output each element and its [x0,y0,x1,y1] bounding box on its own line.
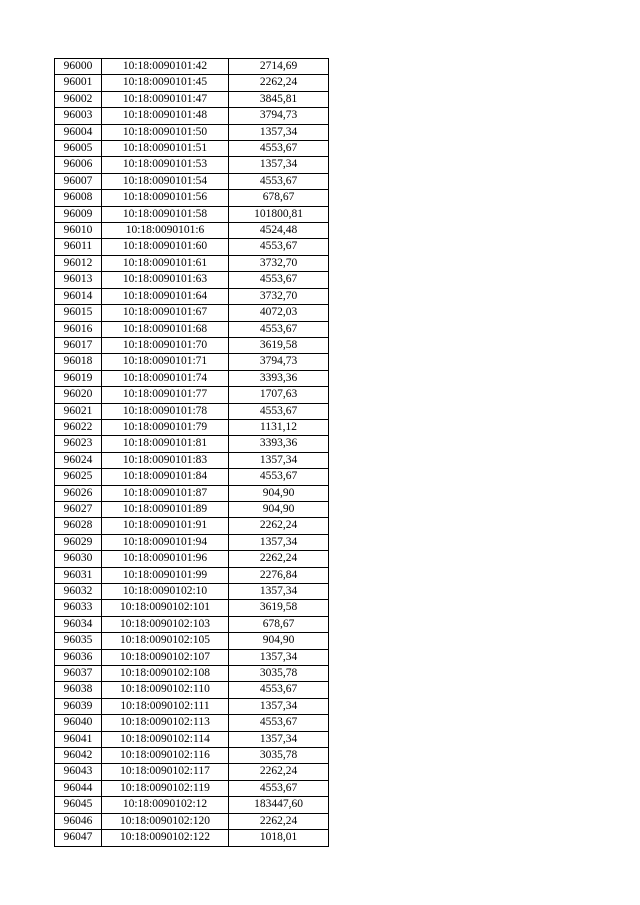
cadastral-number-cell: 10:18:0090102:120 [102,813,229,829]
value-cell: 4553,67 [229,173,329,189]
cadastral-number-cell: 10:18:0090101:42 [102,59,229,75]
table-row [55,305,329,321]
table-row [55,731,329,747]
table-row [55,239,329,255]
row-id-cell: 96029 [55,534,102,550]
cadastral-number-cell: 10:18:0090101:64 [102,288,229,304]
row-id-cell: 96045 [55,797,102,813]
row-id-cell: 96000 [55,59,102,75]
row-id-cell: 96005 [55,141,102,157]
cadastral-number-cell: 10:18:0090102:105 [102,633,229,649]
value-cell: 1018,01 [229,830,329,846]
table-row [55,633,329,649]
cadastral-number-cell: 10:18:0090101:94 [102,534,229,550]
cadastral-number-cell: 10:18:0090101:67 [102,305,229,321]
table-row [55,387,329,403]
row-id-cell: 96043 [55,764,102,780]
table-row [55,272,329,288]
value-cell: 1357,34 [229,452,329,468]
cadastral-number-cell: 10:18:0090101:99 [102,567,229,583]
table-row [55,666,329,682]
row-id-cell: 96024 [55,452,102,468]
row-id-cell: 96010 [55,223,102,239]
row-id-cell: 96046 [55,813,102,829]
value-cell: 3619,58 [229,337,329,353]
value-cell: 101800,81 [229,206,329,222]
value-cell: 4553,67 [229,682,329,698]
table-row [55,354,329,370]
row-id-cell: 96001 [55,75,102,91]
table-body [55,59,329,847]
value-cell: 4553,67 [229,272,329,288]
row-id-cell: 96038 [55,682,102,698]
table-row [55,124,329,140]
cadastral-number-cell: 10:18:0090101:84 [102,469,229,485]
row-id-cell: 96025 [55,469,102,485]
row-id-cell: 96020 [55,387,102,403]
value-cell: 4553,67 [229,715,329,731]
table-row [55,682,329,698]
cadastral-number-cell: 10:18:0090101:51 [102,141,229,157]
row-id-cell: 96033 [55,600,102,616]
cadastral-number-cell: 10:18:0090102:113 [102,715,229,731]
cadastral-number-cell: 10:18:0090102:114 [102,731,229,747]
row-id-cell: 96011 [55,239,102,255]
cadastral-number-cell: 10:18:0090101:87 [102,485,229,501]
value-cell: 2262,24 [229,813,329,829]
cadastral-number-cell: 10:18:0090101:68 [102,321,229,337]
value-cell: 4553,67 [229,403,329,419]
cadastral-number-cell: 10:18:0090101:56 [102,190,229,206]
table-row [55,436,329,452]
cadastral-number-cell: 10:18:0090101:60 [102,239,229,255]
row-id-cell: 96031 [55,567,102,583]
row-id-cell: 96002 [55,91,102,107]
row-id-cell: 96003 [55,108,102,124]
cadastral-number-cell: 10:18:0090101:81 [102,436,229,452]
row-id-cell: 96027 [55,501,102,517]
value-cell: 3035,78 [229,666,329,682]
table-row [55,419,329,435]
table-row [55,321,329,337]
table-row [55,830,329,846]
row-id-cell: 96013 [55,272,102,288]
value-cell: 1357,34 [229,157,329,173]
cadastral-number-cell: 10:18:0090101:45 [102,75,229,91]
table-row [55,141,329,157]
cadastral-number-cell: 10:18:0090101:47 [102,91,229,107]
table-row [55,616,329,632]
value-cell: 904,90 [229,485,329,501]
table-row [55,452,329,468]
table-row [55,337,329,353]
cadastral-number-cell: 10:18:0090102:116 [102,748,229,764]
value-cell: 4553,67 [229,469,329,485]
table-row [55,403,329,419]
cadastral-number-cell: 10:18:0090102:101 [102,600,229,616]
table-row [55,190,329,206]
table-row [55,255,329,271]
value-cell: 1707,63 [229,387,329,403]
value-cell: 1357,34 [229,534,329,550]
table-row [55,206,329,222]
cadastral-number-cell: 10:18:0090101:58 [102,206,229,222]
cadastral-number-cell: 10:18:0090101:78 [102,403,229,419]
row-id-cell: 96034 [55,616,102,632]
value-cell: 4072,03 [229,305,329,321]
cadastral-number-cell: 10:18:0090101:63 [102,272,229,288]
table-row [55,223,329,239]
value-cell: 3794,73 [229,354,329,370]
value-cell: 3732,70 [229,255,329,271]
table-row [55,764,329,780]
row-id-cell: 96032 [55,584,102,600]
table-row [55,469,329,485]
row-id-cell: 96018 [55,354,102,370]
table-row [55,649,329,665]
row-id-cell: 96023 [55,436,102,452]
row-id-cell: 96014 [55,288,102,304]
cadastral-number-cell: 10:18:0090101:96 [102,551,229,567]
value-cell: 4553,67 [229,780,329,796]
cadastral-number-cell: 10:18:0090101:53 [102,157,229,173]
value-cell: 2262,24 [229,764,329,780]
table-row [55,748,329,764]
value-cell: 3035,78 [229,748,329,764]
cadastral-number-cell: 10:18:0090101:61 [102,255,229,271]
table-row [55,518,329,534]
value-cell: 1357,34 [229,731,329,747]
row-id-cell: 96040 [55,715,102,731]
value-cell: 904,90 [229,633,329,649]
row-id-cell: 96047 [55,830,102,846]
cadastral-number-cell: 10:18:0090101:89 [102,501,229,517]
value-cell: 1357,34 [229,649,329,665]
table-row [55,584,329,600]
row-id-cell: 96012 [55,255,102,271]
table-row [55,173,329,189]
table-row [55,75,329,91]
row-id-cell: 96039 [55,698,102,714]
cadastral-number-cell: 10:18:0090101:71 [102,354,229,370]
cadastral-number-cell: 10:18:0090102:12 [102,797,229,813]
table-row [55,485,329,501]
cadastral-number-cell: 10:18:0090102:110 [102,682,229,698]
cadastral-number-cell: 10:18:0090101:50 [102,124,229,140]
table-row [55,780,329,796]
table-row [55,698,329,714]
value-cell: 1131,12 [229,419,329,435]
row-id-cell: 96006 [55,157,102,173]
cadastral-number-cell: 10:18:0090102:119 [102,780,229,796]
row-id-cell: 96016 [55,321,102,337]
row-id-cell: 96035 [55,633,102,649]
table-row [55,600,329,616]
value-cell: 4553,67 [229,239,329,255]
table-row [55,288,329,304]
value-cell: 2276,84 [229,567,329,583]
cadastral-number-cell: 10:18:0090102:103 [102,616,229,632]
table-row [55,157,329,173]
value-cell: 904,90 [229,501,329,517]
table-row [55,551,329,567]
row-id-cell: 96044 [55,780,102,796]
row-id-cell: 96041 [55,731,102,747]
value-cell: 2262,24 [229,518,329,534]
cadastral-number-cell: 10:18:0090101:77 [102,387,229,403]
value-cell: 3393,36 [229,436,329,452]
value-cell: 1357,34 [229,124,329,140]
table-row [55,813,329,829]
cadastral-number-cell: 10:18:0090102:111 [102,698,229,714]
value-cell: 4524,48 [229,223,329,239]
row-id-cell: 96036 [55,649,102,665]
row-id-cell: 96028 [55,518,102,534]
value-cell: 183447,60 [229,797,329,813]
cadastral-table [54,58,329,847]
table-row [55,370,329,386]
cadastral-number-cell: 10:18:0090101:6 [102,223,229,239]
cadastral-number-cell: 10:18:0090102:107 [102,649,229,665]
row-id-cell: 96009 [55,206,102,222]
row-id-cell: 96021 [55,403,102,419]
cadastral-number-cell: 10:18:0090101:70 [102,337,229,353]
cadastral-number-cell: 10:18:0090101:91 [102,518,229,534]
row-id-cell: 96042 [55,748,102,764]
value-cell: 3619,58 [229,600,329,616]
cadastral-number-cell: 10:18:0090101:74 [102,370,229,386]
value-cell: 4553,67 [229,141,329,157]
value-cell: 2262,24 [229,551,329,567]
table-row [55,108,329,124]
cadastral-number-cell: 10:18:0090101:79 [102,419,229,435]
table-row [55,715,329,731]
cadastral-number-cell: 10:18:0090102:10 [102,584,229,600]
cadastral-number-cell: 10:18:0090102:122 [102,830,229,846]
value-cell: 3732,70 [229,288,329,304]
row-id-cell: 96004 [55,124,102,140]
cadastral-number-cell: 10:18:0090101:54 [102,173,229,189]
table-row [55,91,329,107]
table-row [55,797,329,813]
value-cell: 3393,36 [229,370,329,386]
value-cell: 2714,69 [229,59,329,75]
row-id-cell: 96007 [55,173,102,189]
value-cell: 4553,67 [229,321,329,337]
value-cell: 1357,34 [229,584,329,600]
table-row [55,501,329,517]
row-id-cell: 96008 [55,190,102,206]
value-cell: 678,67 [229,190,329,206]
value-cell: 3794,73 [229,108,329,124]
table-row [55,567,329,583]
cadastral-number-cell: 10:18:0090101:83 [102,452,229,468]
row-id-cell: 96022 [55,419,102,435]
cadastral-number-cell: 10:18:0090102:117 [102,764,229,780]
row-id-cell: 96030 [55,551,102,567]
value-cell: 3845,81 [229,91,329,107]
table-row [55,534,329,550]
value-cell: 2262,24 [229,75,329,91]
cadastral-number-cell: 10:18:0090102:108 [102,666,229,682]
table-row [55,59,329,75]
value-cell: 1357,34 [229,698,329,714]
cadastral-number-cell: 10:18:0090101:48 [102,108,229,124]
row-id-cell: 96015 [55,305,102,321]
row-id-cell: 96037 [55,666,102,682]
value-cell: 678,67 [229,616,329,632]
row-id-cell: 96026 [55,485,102,501]
row-id-cell: 96019 [55,370,102,386]
row-id-cell: 96017 [55,337,102,353]
